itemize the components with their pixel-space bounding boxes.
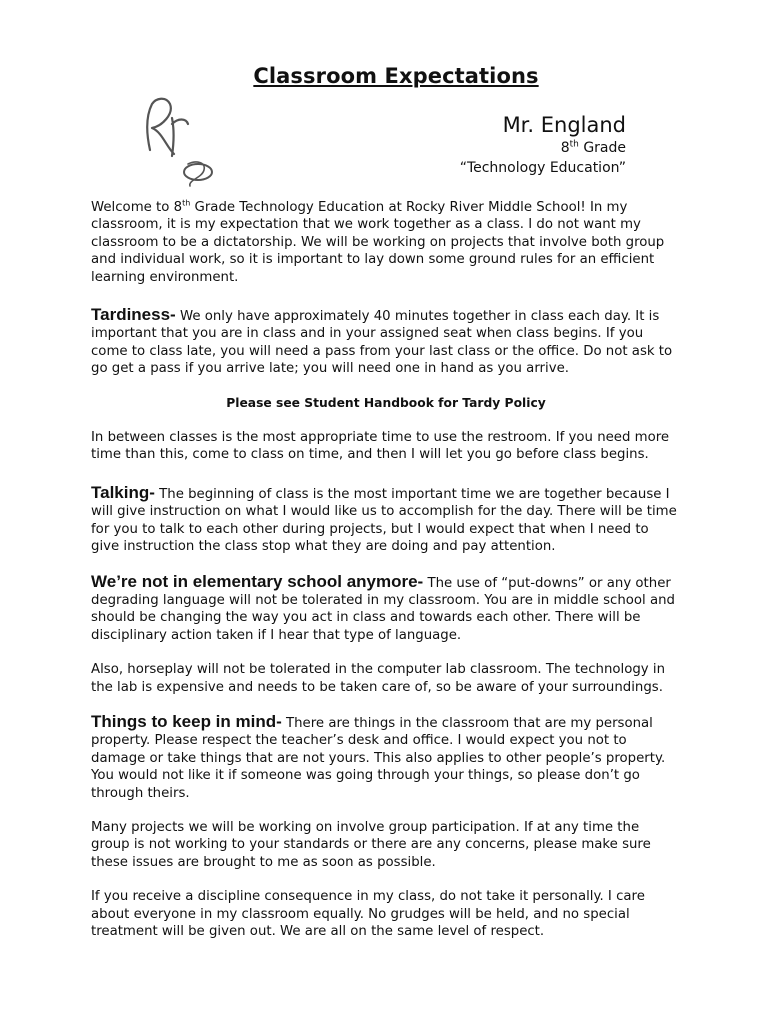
tardiness-paragraph <box>91 306 681 378</box>
welcome-text-start: Welcome to 8 <box>91 200 183 215</box>
things-paragraph <box>91 713 681 802</box>
discipline-paragraph: If you receive a discipline consequence in my class, do not take it personally. I care about everyone in my classroom equally. No grudges will be held, and no special treatment will be given out. We are all on the same level of respect. <box>91 889 645 939</box>
grade-number: 8 <box>560 140 570 156</box>
tardiness-heading: Tardiness- <box>91 305 176 325</box>
things-text: There are things in the classroom that are my personal property. Please respect the teacher’s desk and office. I would expect you not to damage or take things that are not yours. This also applies to other people’s property. You would not like it if someone was going through your things, so please don’t go through theirs. <box>91 715 666 801</box>
grade-suffix: th <box>569 139 579 150</box>
talking-paragraph <box>91 484 681 556</box>
elementary-paragraph <box>91 573 681 645</box>
restroom-paragraph: In between classes is the most appropriate time to use the restroom. If you need more time than this, come to class on time, and then I will let you go before class begins. <box>91 430 670 463</box>
elementary-text: The use of “put-downs” or any other degrading language will not be tolerated in my classroom. You are in middle school and should be changing the way you act in class and towards each other. There will be disciplinary action taken if I hear that type of language. <box>91 575 675 643</box>
grade-word: Grade <box>583 140 626 156</box>
course-name: “Technology Education” <box>459 160 626 176</box>
teacher-info <box>460 112 626 178</box>
page-title: Classroom Expectations <box>253 64 539 88</box>
welcome-text-end: Grade Technology Education at Rocky River Middle School! In my classroom, it is my expectation that we work together as a class. I do not want my classroom to be a dictatorship. We will be working on projects that involve both group and individual work, so it is important to lay down some ground rules for an efficient learning environment. <box>91 200 665 285</box>
things-heading: Things to keep in mind- <box>91 711 282 731</box>
talking-text: The beginning of class is the most important time we are together because I will give instruction on what I would like us to accomplish for the day. There will be time for you to talk to each other during projects, but I would expect that when I need to give instruction the class stop what they are doing and pay attention. <box>91 486 677 555</box>
tardy-policy-note: Please see Student Handbook for Tardy Policy <box>226 395 546 410</box>
talking-heading: Talking- <box>91 482 155 502</box>
rr-monogram-logo-icon <box>132 92 222 192</box>
document-body <box>91 199 681 940</box>
welcome-paragraph <box>91 199 681 286</box>
horseplay-paragraph: Also, horseplay will not be tolerated in the computer lab classroom. The technology in the lab is expensive and needs to be taken care of, so be aware of your surroundings. <box>91 662 666 695</box>
tardiness-text: We only have approximately 40 minutes together in class each day. It is important that you are in class and in your assigned seat when class begins. If you come to class late, you will need a pass from your last class or the office. Do not ask to go get a pass if you arrive late; you will need one in hand as you arrive. <box>91 309 673 377</box>
elementary-heading: We’re not in elementary school anymore- <box>91 571 424 591</box>
welcome-superscript: th <box>182 198 191 208</box>
projects-paragraph: Many projects we will be working on involve group participation. If at any time the group is not working to your standards or there are any concerns, please make sure these issues are brought to me as soon as possible. <box>91 819 651 870</box>
teacher-name: Mr. England <box>502 113 626 137</box>
grade-line <box>460 138 626 158</box>
